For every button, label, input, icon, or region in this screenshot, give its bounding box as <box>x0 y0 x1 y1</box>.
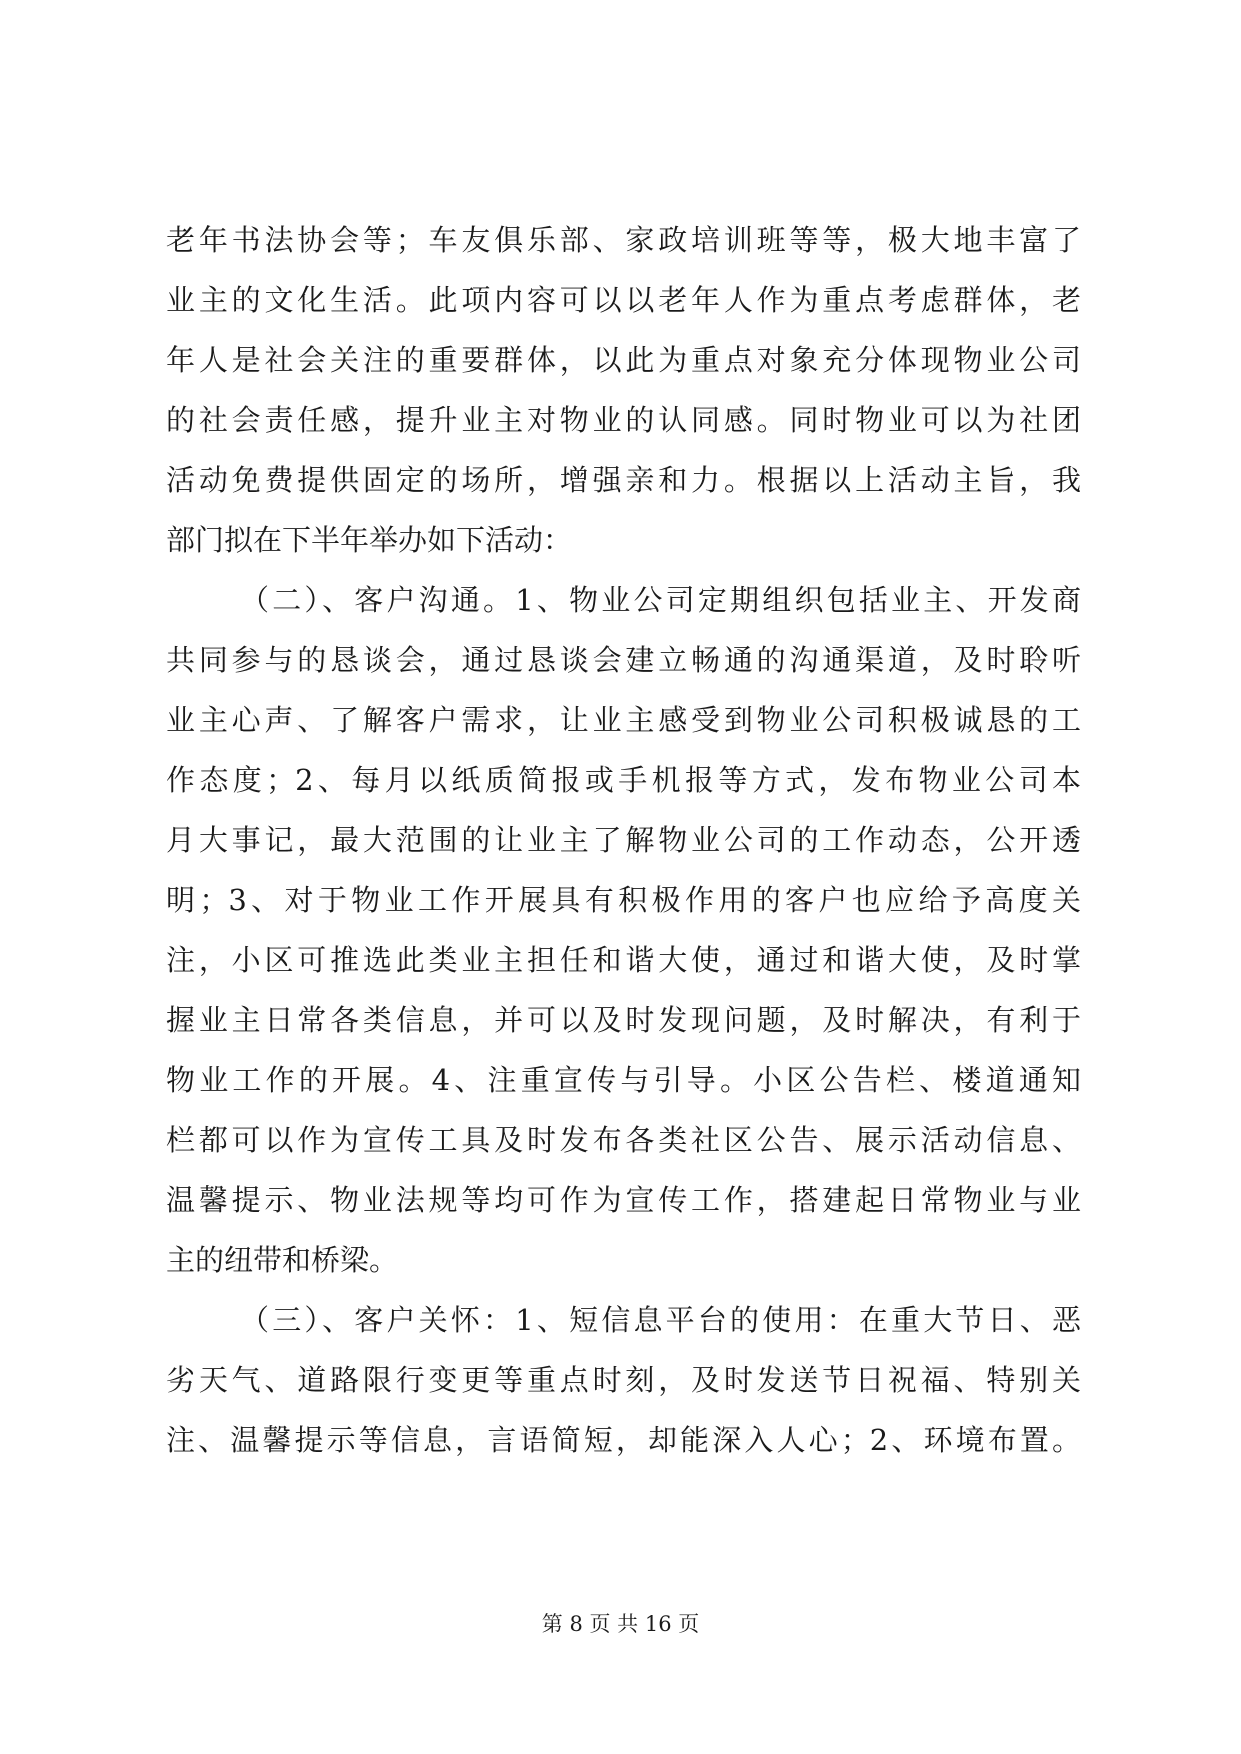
document-body <box>166 210 1081 1470</box>
text-line: 共同参与的恳谈会，通过恳谈会建立畅通的沟通渠道，及时聆听 <box>166 643 1081 677</box>
text-line: 的社会责任感，提升业主对物业的认同感。同时物业可以为社团 <box>166 403 1081 437</box>
text-line: 年人是社会关注的重要群体，以此为重点对象充分体现物业公司 <box>166 343 1081 377</box>
text-line: 明；3、对于物业工作开展具有积极作用的客户也应给予高度关 <box>166 883 1081 917</box>
text-line: 部门拟在下半年举办如下活动： <box>166 523 573 557</box>
text-line: 注，小区可推选此类业主担任和谐大使，通过和谐大使，及时掌 <box>166 943 1081 977</box>
text-line: 老年书法协会等；车友俱乐部、家政培训班等等，极大地丰富了 <box>166 223 1081 257</box>
text-line: （二）、客户沟通。1、物业公司定期组织包括业主、开发商 <box>240 583 1081 617</box>
text-line: 月大事记，最大范围的让业主了解物业公司的工作动态，公开透 <box>166 823 1081 857</box>
text-line: 业主的文化生活。此项内容可以以老年人作为重点考虑群体，老 <box>166 283 1081 317</box>
text-line: 温馨提示、物业法规等均可作为宣传工作，搭建起日常物业与业 <box>166 1183 1081 1217</box>
text-line: 物业工作的开展。4、注重宣传与引导。小区公告栏、楼道通知 <box>166 1063 1081 1097</box>
text-line: 作态度；2、每月以纸质简报或手机报等方式，发布物业公司本 <box>166 763 1081 797</box>
text-line: 握业主日常各类信息，并可以及时发现问题，及时解决，有利于 <box>166 1003 1081 1037</box>
page-number-footer: 第 8 页 共 16 页 <box>541 1612 700 1636</box>
text-line: 劣天气、道路限行变更等重点时刻，及时发送节日祝福、特别关 <box>166 1363 1081 1397</box>
text-line: 业主心声、了解客户需求，让业主感受到物业公司积极诚恳的工 <box>166 703 1081 737</box>
text-line: 活动免费提供固定的场所，增强亲和力。根据以上活动主旨，我 <box>166 463 1081 497</box>
text-line: 栏都可以作为宣传工具及时发布各类社区公告、展示活动信息、 <box>166 1123 1081 1157</box>
text-line: 注、温馨提示等信息，言语简短，却能深入人心；2、环境布置。 <box>166 1423 1081 1457</box>
text-line: （三）、客户关怀：1、短信息平台的使用：在重大节日、恶 <box>240 1303 1081 1337</box>
text-line: 主的纽带和桥梁。 <box>166 1243 399 1277</box>
